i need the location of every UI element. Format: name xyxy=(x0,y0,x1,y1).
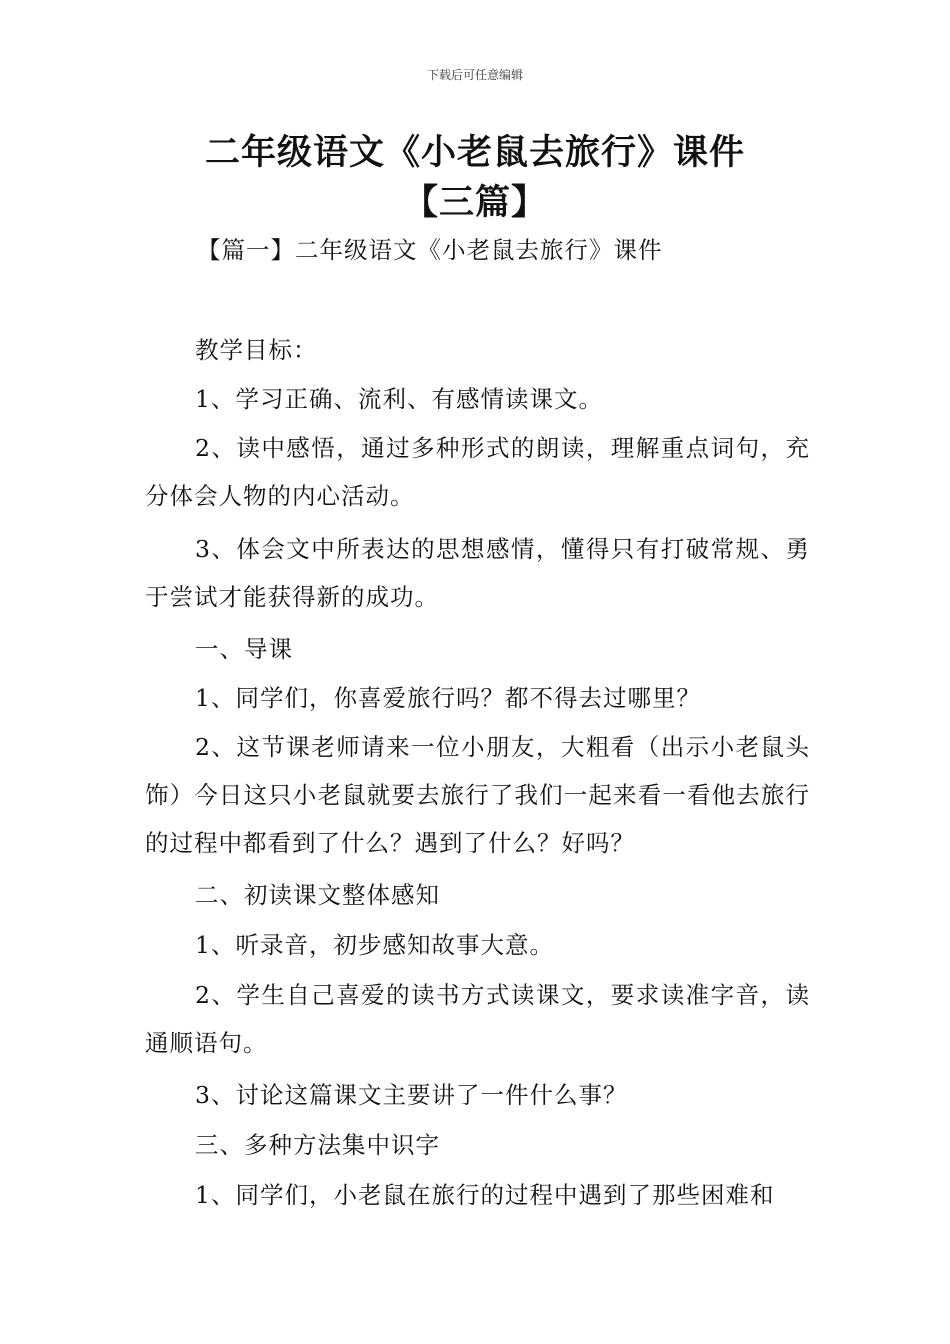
paragraph-section-2-heading: 二、初读课文整体感知 xyxy=(195,881,440,909)
paragraph-section-2-item-3: 3、讨论这篇课文主要讲了一件什么事？ xyxy=(195,1081,628,1109)
section-subtitle: 【篇一】二年级语文《小老鼠去旅行》课件 xyxy=(197,236,663,264)
paragraph-section-2-item-1: 1、听录音，初步感知故事大意。 xyxy=(195,931,554,959)
paragraph-objective-2: 2、读中感悟，通过多种形式的朗读，理解重点词句，充分体会人物的内心活动。 xyxy=(145,434,810,510)
document-title: 二年级语文《小老鼠去旅行》课件【三篇】 xyxy=(204,133,745,223)
paragraph-objective-1: 1、学习正确、流利、有感情读课文。 xyxy=(195,385,603,413)
paragraph-section-2-item-2: 2、学生自己喜爱的读书方式读课文，要求读准字音，读通顺语句。 xyxy=(145,981,810,1057)
header-note: 下载后可任意编辑 xyxy=(426,68,523,82)
paragraph-section-1-item-1: 1、同学们，你喜爱旅行吗？都不得去过哪里？ xyxy=(195,684,701,712)
paragraph-section-3-heading: 三、多种方法集中识字 xyxy=(195,1131,440,1159)
paragraph-objectives-heading: 教学目标： xyxy=(195,336,318,364)
paragraph-section-3-item-1: 1、同学们，小老鼠在旅行的过程中遇到了那些困难和 xyxy=(195,1181,775,1209)
paragraph-objective-3: 3、体会文中所表达的思想感情，懂得只有打破常规、勇于尝试才能获得新的成功。 xyxy=(145,535,810,611)
paragraph-section-1-heading: 一、导课 xyxy=(195,635,293,663)
paragraph-section-1-item-2: 2、这节课老师请来一位小朋友，大粗看（出示小老鼠头饰）今日这只小老鼠就要去旅行了我们一起来看一看他去旅行的过程中都看到了什么？遇到了什么？好吗？ xyxy=(145,733,810,857)
